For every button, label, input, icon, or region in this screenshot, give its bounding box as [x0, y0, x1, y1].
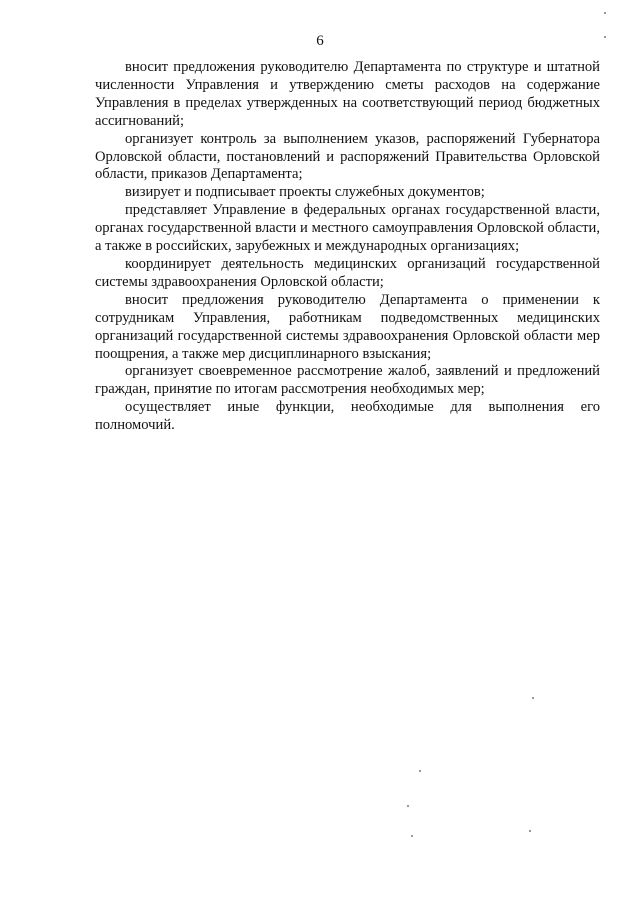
scan-speck: [532, 697, 534, 699]
document-body: [95, 59, 600, 435]
scan-speck: [407, 805, 409, 807]
scan-speck: [529, 830, 531, 832]
scan-speck: [604, 12, 606, 14]
paragraph-representation: представляет Управление в федеральных органах государственной власти, органах государственной власти и местного самоуправления Орловской области, а также в российских, зарубежных и международных организациях;: [95, 202, 600, 255]
scan-speck: [411, 835, 413, 837]
paragraph-budget-proposals: вносит предложения руководителю Департамента по структуре и штатной численности Управления и утверждению сметы расходов на содержание Управления в пределах утвержденных на соответствующий период бюджетных ассигнований;: [95, 59, 600, 129]
paragraph-incentives-discipline: вносит предложения руководителю Департамента о применении к сотрудникам Управления, работникам подведомственных медицинских организаций государственной системы здравоохранения Орловской области мер поощрения, а также мер дисциплинарного взыскания;: [95, 291, 600, 362]
paragraph-other-functions: осуществляет иные функции, необходимые для выполнения его полномочий.: [95, 399, 600, 434]
paragraph-complaints: организует своевременное рассмотрение жалоб, заявлений и предложений граждан, принятие по итогам рассмотрения необходимых мер;: [95, 363, 600, 398]
paragraph-execution-control: организует контроль за выполнением указов, распоряжений Губернатора Орловской области, постановлений и распоряжений Правительства Орловской области, приказов Департамента;: [95, 130, 600, 183]
scan-speck: [419, 770, 421, 772]
paragraph-coordination: координирует деятельность медицинских организаций государственной системы здравоохранения Орловской области;: [95, 255, 600, 290]
page-number: 6: [316, 33, 324, 49]
scan-speck: [604, 36, 606, 38]
paragraph-document-signing: визирует и подписывает проекты служебных документов;: [125, 184, 485, 201]
